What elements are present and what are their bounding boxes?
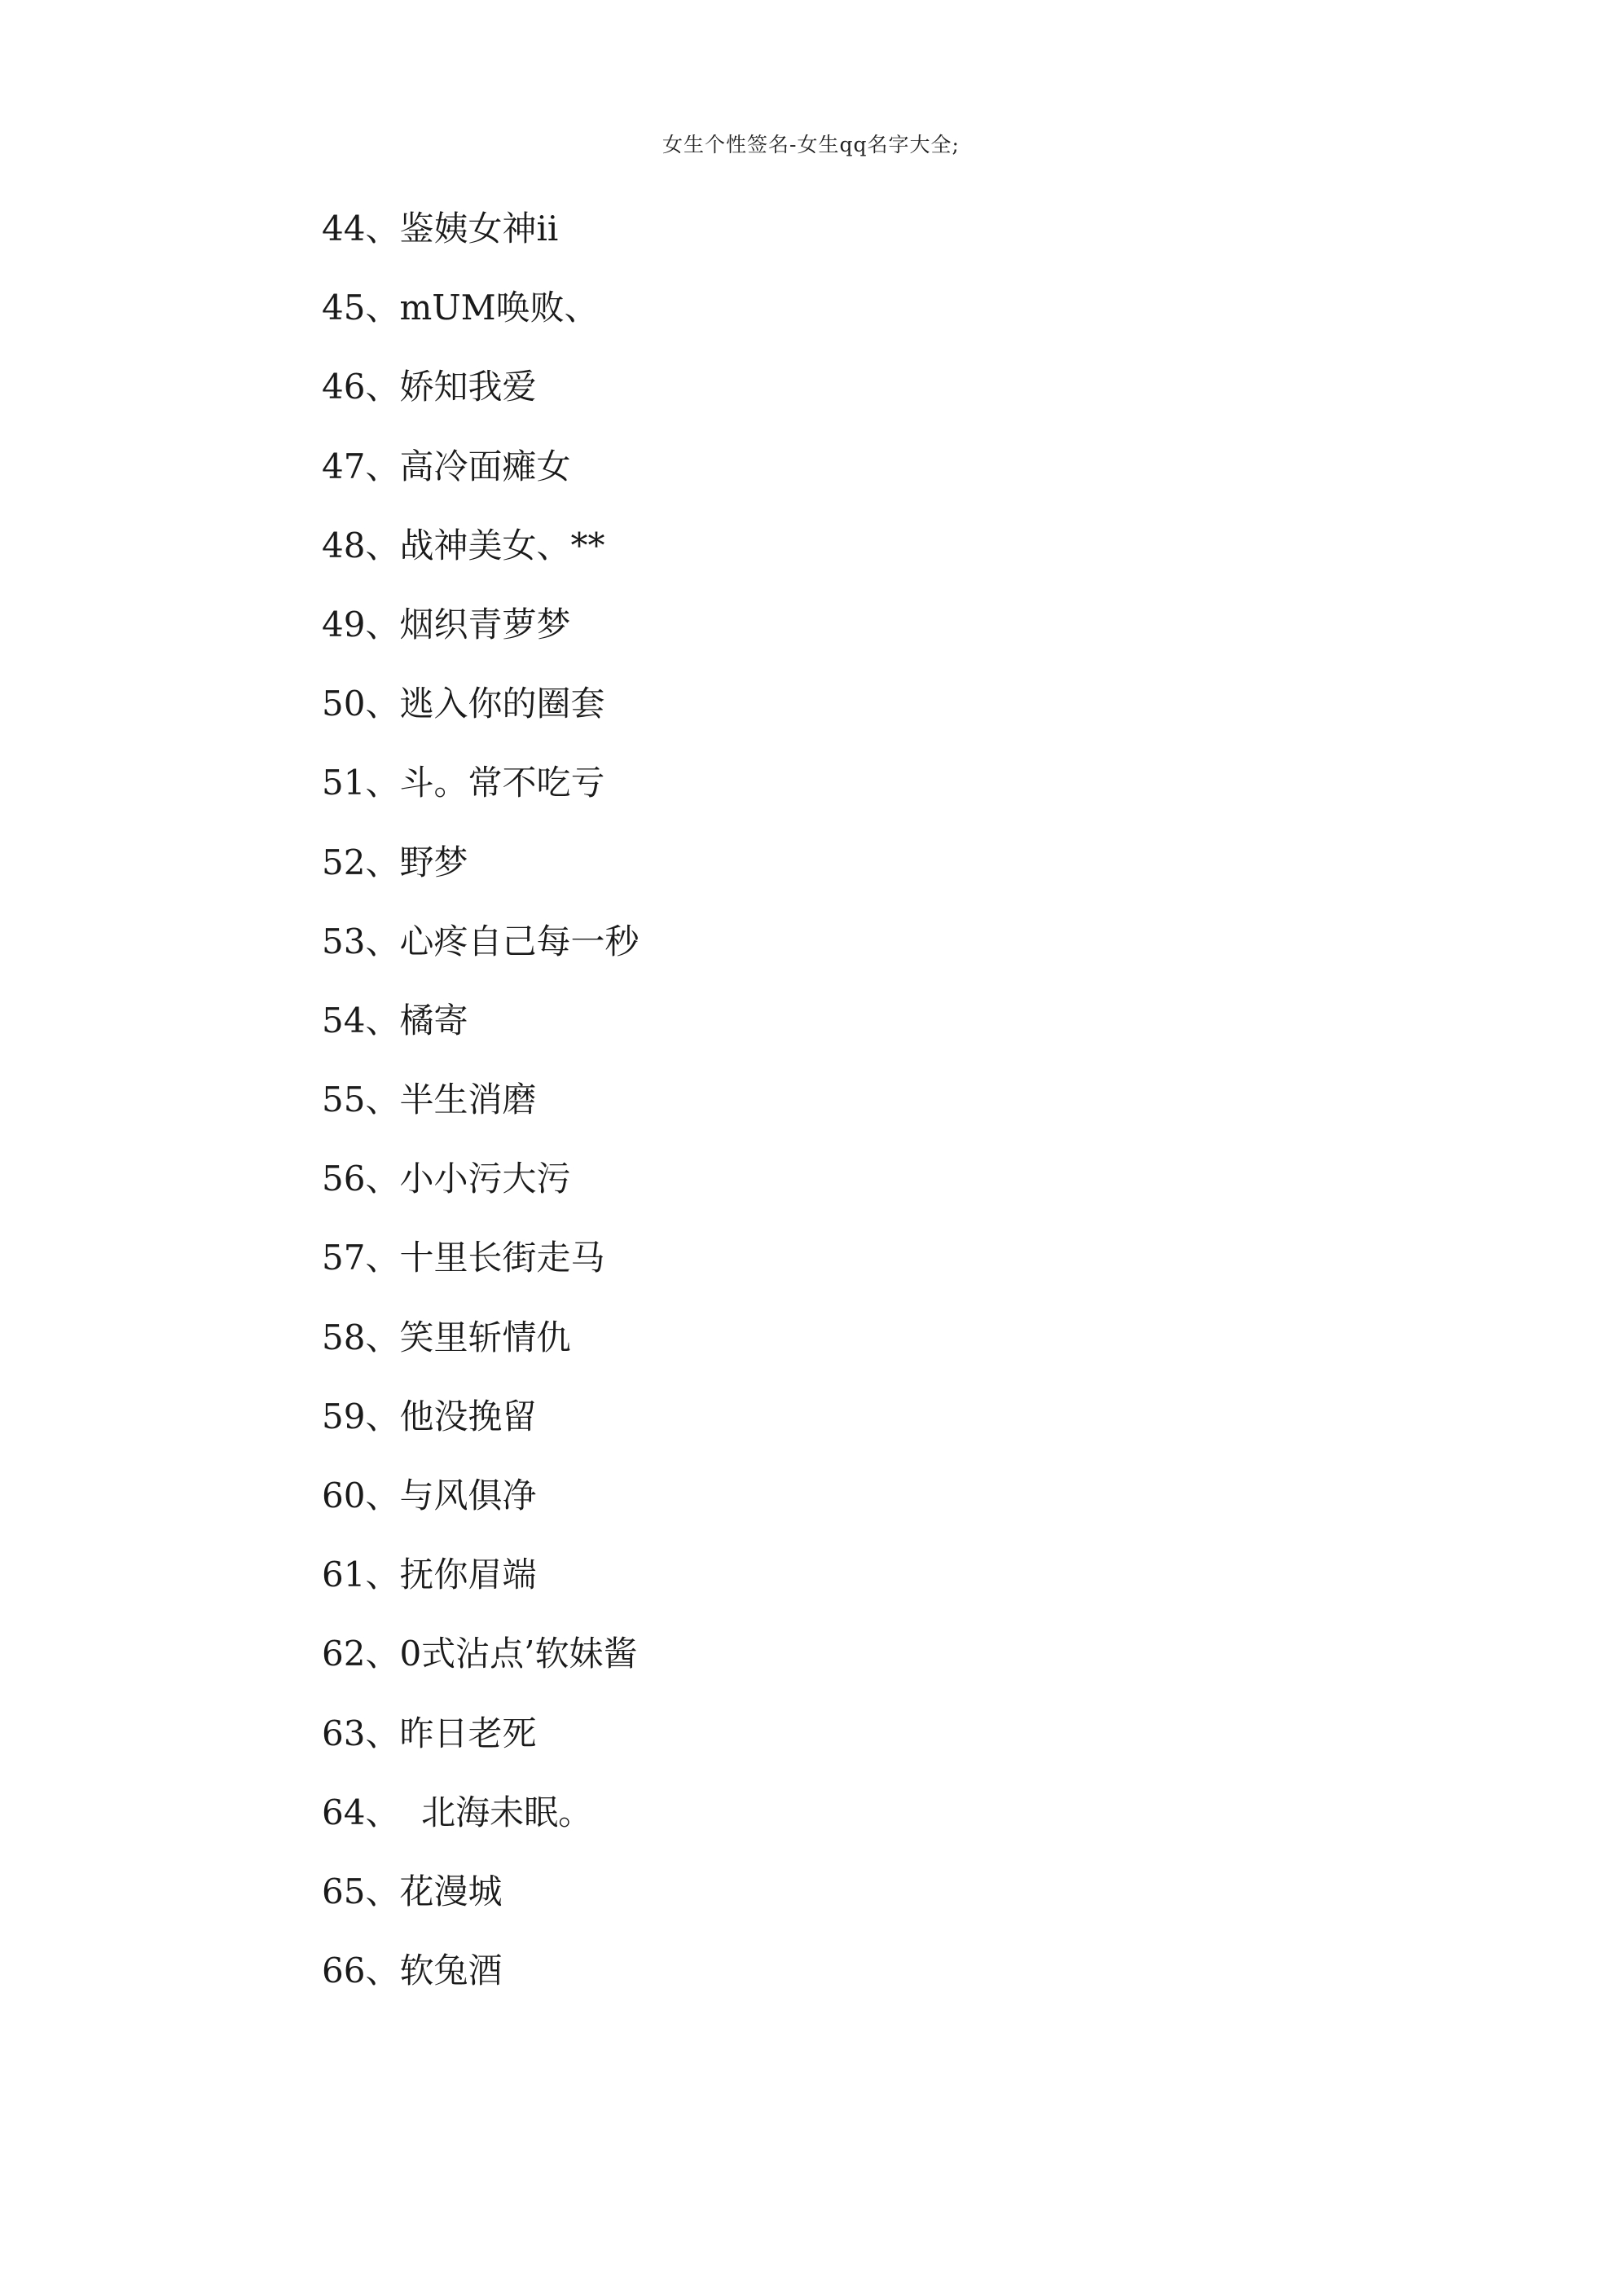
list-item: 46、娇知我爱 <box>322 367 537 407</box>
list-item: 65、花漫城 <box>322 1871 503 1911</box>
list-item: 62、0式沾点’软妹酱 <box>322 1634 638 1674</box>
name-list <box>322 202 639 2023</box>
list-item: 44、鉴姨女神ii <box>322 209 559 249</box>
list-item: 61、抚你眉端 <box>322 1555 537 1595</box>
list-item: 47、高冷面瘫女 <box>322 446 571 486</box>
list-item: 45、mUM唤败、 <box>322 288 599 328</box>
list-item: 52、野梦 <box>322 842 468 882</box>
list-item: 55、半生消磨 <box>322 1080 537 1120</box>
list-item: 48、战神美女、** <box>322 525 605 565</box>
list-item: 63、昨日老死 <box>322 1713 537 1753</box>
list-item: 49、烟织青萝梦 <box>322 604 571 644</box>
list-item: 53、心疼自己每一秒 <box>322 921 640 961</box>
list-item: 60、与风俱净 <box>322 1476 537 1515</box>
list-item: 64、 北海未眠。 <box>322 1792 593 1832</box>
list-item: 66、软兔酒 <box>322 1951 503 1991</box>
list-item: 54、橘寄 <box>322 1000 468 1040</box>
list-item: 59、他没挽留 <box>322 1396 537 1436</box>
list-item: 58、笑里斩情仇 <box>322 1317 571 1357</box>
list-item: 51、斗。常不吃亏 <box>322 763 605 803</box>
page-header: 女生个性签名-女生qq名字大全; <box>662 133 960 156</box>
list-item: 56、小小污大污 <box>322 1159 571 1199</box>
list-item: 57、十里长街走马 <box>322 1238 605 1278</box>
list-item: 50、逃入你的圈套 <box>322 684 605 724</box>
